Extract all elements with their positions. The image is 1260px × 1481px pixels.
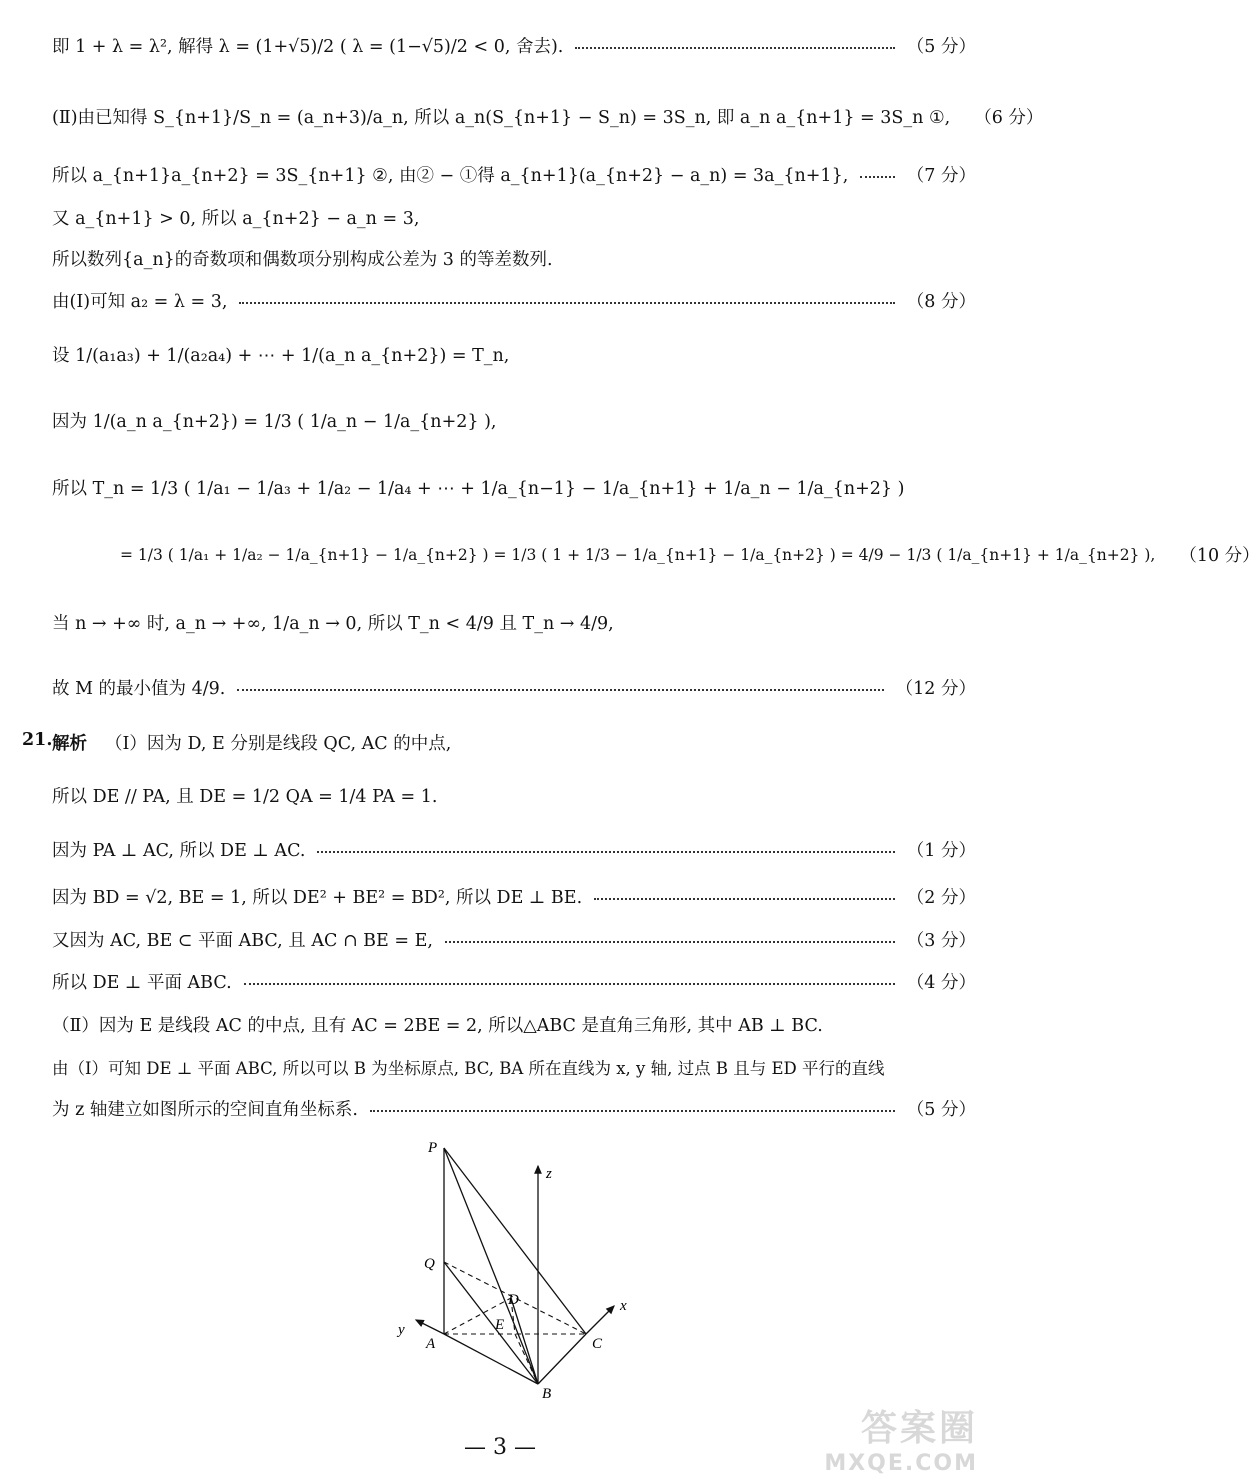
label-x: x bbox=[620, 1298, 627, 1314]
line-20 bbox=[52, 1055, 976, 1079]
label-E: E bbox=[495, 1317, 505, 1333]
score-label: （12 分） bbox=[895, 679, 976, 699]
dot-leader bbox=[237, 689, 883, 691]
line-2-text: (Ⅱ)由已知得 S_{n+1}/S_n = (a_n+3)/a_n, 所以 a_n(S_{n+1} − S_n) = 3S_n, 即 a_n a_{n+1} = 3S_n ①, bbox=[52, 108, 951, 128]
geometry-figure bbox=[380, 1128, 660, 1402]
dot-leader bbox=[370, 1110, 895, 1112]
watermark-logo bbox=[824, 1400, 978, 1476]
y-axis bbox=[416, 1320, 444, 1334]
label-Q: Q bbox=[424, 1256, 435, 1272]
line-14-text: 所以 DE // PA, 且 DE = 1/2 QA = 1/4 PA = 1. bbox=[52, 787, 438, 807]
line-2 bbox=[52, 104, 1044, 129]
line-17-text: 又因为 AC, BE ⊂ 平面 ABC, 且 AC ∩ BE = E, bbox=[52, 931, 433, 951]
watermark-text: 答案圈 bbox=[860, 1408, 978, 1449]
line-15-text: 因为 PA ⊥ AC, 所以 DE ⊥ AC. bbox=[52, 841, 306, 861]
label-D: D bbox=[508, 1292, 519, 1308]
dot-leader bbox=[594, 898, 895, 900]
line-8-text: 因为 1/(a_n a_{n+2}) = 1/3 ( 1/a_n − 1/a_{n+2} ), bbox=[52, 412, 497, 432]
dot-leader bbox=[575, 47, 894, 49]
line-12 bbox=[52, 675, 976, 700]
segment-BC bbox=[538, 1334, 586, 1384]
score-label: （8 分） bbox=[906, 292, 976, 312]
line-19-text: （Ⅱ）因为 E 是线段 AC 的中点, 且有 AC = 2BE = 2, 所以△ABC 是直角三角形, 其中 AB ⊥ BC. bbox=[52, 1016, 823, 1036]
line-11-text: 当 n → +∞ 时, a_n → +∞, 1/a_n → 0, 所以 T_n < 4/9 且 T_n → 4/9, bbox=[52, 614, 614, 634]
line-5-text: 所以数列{a_n}的奇数项和偶数项分别构成公差为 3 的等差数列. bbox=[52, 250, 553, 270]
line-3 bbox=[52, 162, 976, 187]
line-7 bbox=[52, 342, 976, 367]
dot-leader bbox=[445, 941, 895, 943]
label-A: A bbox=[426, 1336, 436, 1352]
line-14 bbox=[52, 783, 976, 808]
watermark-url: MXQE.COM bbox=[824, 1451, 978, 1476]
score-label: （2 分） bbox=[906, 888, 976, 908]
line-18-text: 所以 DE ⊥ 平面 ABC. bbox=[52, 973, 232, 993]
line-9 bbox=[52, 475, 976, 500]
line-6 bbox=[52, 288, 976, 313]
score-label: （10 分） bbox=[1179, 546, 1260, 566]
label-B: B bbox=[542, 1386, 552, 1402]
segment-PB bbox=[444, 1148, 538, 1384]
line-20-text: 由（Ⅰ）可知 DE ⊥ 平面 ABC, 所以可以 B 为坐标原点, BC, BA 所在直线为 x, y 轴, 过点 B 且与 ED 平行的直线 bbox=[52, 1059, 885, 1078]
line-8 bbox=[52, 408, 976, 433]
line-10 bbox=[120, 542, 1260, 567]
line-16 bbox=[52, 884, 976, 909]
line-15 bbox=[52, 837, 976, 862]
line-10-text: = 1/3 ( 1/a₁ + 1/a₂ − 1/a_{n+1} − 1/a_{n+2} ) = 1/3 ( 1 + 1/3 − 1/a_{n+1} − 1/a_{n+2} ) = 4/9 − 1/3 ( 1/a_{n+1} + 1/a_{n+2} ), bbox=[120, 545, 1156, 564]
score-label: （5 分） bbox=[906, 37, 976, 57]
line-18 bbox=[52, 969, 976, 994]
score-label: （1 分） bbox=[906, 841, 976, 861]
line-17 bbox=[52, 927, 976, 952]
line-7-text: 设 1/(a₁a₃) + 1/(a₂a₄) + ⋯ + 1/(a_n a_{n+2}) = T_n, bbox=[52, 346, 510, 366]
line-9-text: 所以 T_n = 1/3 ( 1/a₁ − 1/a₃ + 1/a₂ − 1/a₄ + ⋯ + 1/a_{n−1} − 1/a_{n+1} + 1/a_n − 1/a_{n+2} ) bbox=[52, 479, 905, 499]
line-1 bbox=[52, 33, 976, 58]
score-label: （6 分） bbox=[974, 108, 1044, 128]
dot-leader bbox=[244, 983, 895, 985]
line-16-text: 因为 BD = √2, BE = 1, 所以 DE² + BE² = BD², 所以 DE ⊥ BE. bbox=[52, 888, 583, 908]
x-axis bbox=[586, 1306, 614, 1334]
score-label: （7 分） bbox=[906, 166, 976, 186]
dot-leader bbox=[317, 851, 894, 853]
line-5 bbox=[52, 246, 976, 271]
line-13 bbox=[52, 730, 976, 755]
dot-leader bbox=[239, 302, 894, 304]
line-19 bbox=[52, 1012, 976, 1037]
analysis-heading: 解析 bbox=[52, 734, 87, 754]
segment-AB bbox=[444, 1334, 538, 1384]
line-12-text: 故 M 的最小值为 4/9. bbox=[52, 679, 226, 699]
score-label: （3 分） bbox=[906, 931, 976, 951]
line-11 bbox=[52, 610, 976, 635]
line-6-text: 由(Ⅰ)可知 a₂ = λ = 3, bbox=[52, 292, 228, 312]
line-21 bbox=[52, 1096, 976, 1121]
line-21-text: 为 z 轴建立如图所示的空间直角坐标系. bbox=[52, 1100, 358, 1120]
line-13-text: （Ⅰ）因为 D, E 分别是线段 QC, AC 的中点, bbox=[105, 734, 452, 754]
label-P: P bbox=[428, 1140, 438, 1156]
line-3-text: 所以 a_{n+1}a_{n+2} = 3S_{n+1} ②, 由② − ①得 a_{n+1}(a_{n+2} − a_n) = 3a_{n+1}, bbox=[52, 166, 849, 186]
label-y: y bbox=[398, 1322, 405, 1338]
line-4-text: 又 a_{n+1} > 0, 所以 a_{n+2} − a_n = 3, bbox=[52, 209, 420, 229]
score-label: （4 分） bbox=[906, 973, 976, 993]
segment-QB bbox=[444, 1262, 538, 1384]
page-number: — 3 — bbox=[464, 1435, 536, 1460]
score-label: （5 分） bbox=[906, 1100, 976, 1120]
question-number: 21. bbox=[22, 730, 53, 750]
label-C: C bbox=[592, 1336, 603, 1352]
line-1-text: 即 1 + λ = λ², 解得 λ = (1+√5)/2 ( λ = (1−√5)/2 < 0, 舍去). bbox=[52, 37, 564, 57]
line-4 bbox=[52, 205, 976, 230]
dot-leader bbox=[860, 176, 895, 178]
label-z: z bbox=[546, 1166, 552, 1182]
